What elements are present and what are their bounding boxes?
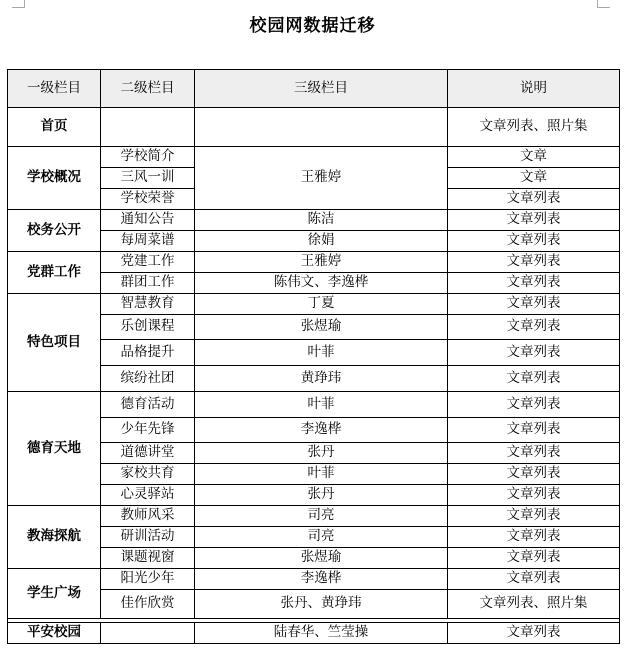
migration-table bbox=[7, 69, 620, 644]
note-cell: 文章列表 bbox=[448, 273, 620, 294]
level2-cell: 智慧教育 bbox=[101, 294, 195, 315]
note-cell: 文章 bbox=[448, 147, 620, 168]
note-cell: 文章列表 bbox=[448, 418, 620, 443]
note-cell: 文章列表 bbox=[448, 231, 620, 252]
level2-cell: 三风一训 bbox=[101, 168, 195, 189]
level2-cell: 阳光少年 bbox=[101, 569, 195, 590]
note-cell: 文章列表 bbox=[448, 443, 620, 464]
level1-cell: 校务公开 bbox=[8, 210, 101, 252]
level2-cell: 德育活动 bbox=[101, 392, 195, 418]
note-cell: 文章列表 bbox=[448, 548, 620, 569]
level2-cell bbox=[101, 623, 195, 644]
page-corner-mark-left bbox=[12, 0, 25, 8]
level1-cell: 学生广场 bbox=[8, 569, 101, 619]
note-cell: 文章列表 bbox=[448, 485, 620, 506]
level2-cell: 学校简介 bbox=[101, 147, 195, 168]
level2-cell: 品格提升 bbox=[101, 340, 195, 366]
level1-cell: 特色项目 bbox=[8, 294, 101, 392]
level3-cell: 司亮 bbox=[195, 527, 448, 548]
note-cell: 文章 bbox=[448, 168, 620, 189]
note-cell: 文章列表 bbox=[448, 189, 620, 210]
note-cell: 文章列表 bbox=[448, 506, 620, 527]
note-cell: 文章列表 bbox=[448, 527, 620, 548]
column-header-note: 说明 bbox=[448, 70, 620, 108]
level1-cell: 学校概况 bbox=[8, 147, 101, 210]
level2-cell: 通知公告 bbox=[101, 210, 195, 231]
document-title: 校园网数据迁移 bbox=[249, 16, 376, 36]
level3-cell: 陆春华、竺莹操 bbox=[195, 623, 448, 644]
level2-cell: 家校共育 bbox=[101, 464, 195, 485]
note-cell: 文章列表 bbox=[448, 210, 620, 231]
column-header-level1: 一级栏目 bbox=[8, 70, 101, 108]
table-row bbox=[8, 392, 620, 418]
level3-cell: 叶菲 bbox=[195, 464, 448, 485]
table-row bbox=[8, 252, 620, 273]
level3-cell: 陈洁 bbox=[195, 210, 448, 231]
level3-cell: 徐娟 bbox=[195, 231, 448, 252]
level3-cell: 王雅婷 bbox=[195, 147, 448, 210]
page-corner-mark-right bbox=[597, 0, 610, 8]
level2-cell: 乐创课程 bbox=[101, 315, 195, 340]
table-row bbox=[8, 506, 620, 527]
level2-cell: 佳作欣赏 bbox=[101, 590, 195, 619]
level2-cell: 心灵驿站 bbox=[101, 485, 195, 506]
level2-cell: 教师风采 bbox=[101, 506, 195, 527]
level2-cell: 党建工作 bbox=[101, 252, 195, 273]
level3-cell: 李逸桦 bbox=[195, 418, 448, 443]
level1-cell: 平安校园 bbox=[8, 623, 101, 644]
note-cell: 文章列表 bbox=[448, 366, 620, 392]
note-cell: 文章列表 bbox=[448, 623, 620, 644]
level2-cell: 每周菜谱 bbox=[101, 231, 195, 252]
table-row bbox=[8, 210, 620, 231]
level3-cell: 司亮 bbox=[195, 506, 448, 527]
table-row bbox=[8, 294, 620, 315]
note-cell: 文章列表 bbox=[448, 340, 620, 366]
level2-cell: 研训活动 bbox=[101, 527, 195, 548]
level3-cell: 叶菲 bbox=[195, 340, 448, 366]
column-header-level3: 三级栏目 bbox=[195, 70, 448, 108]
level3-cell: 李逸桦 bbox=[195, 569, 448, 590]
level3-cell: 叶菲 bbox=[195, 392, 448, 418]
level1-cell: 教海探航 bbox=[8, 506, 101, 569]
level2-cell: 少年先锋 bbox=[101, 418, 195, 443]
level2-cell: 学校荣誉 bbox=[101, 189, 195, 210]
note-cell: 文章列表、照片集 bbox=[448, 108, 620, 147]
note-cell: 文章列表 bbox=[448, 315, 620, 340]
level3-cell: 王雅婷 bbox=[195, 252, 448, 273]
level3-cell: 张丹、黄琤玮 bbox=[195, 590, 448, 619]
level3-cell: 张丹 bbox=[195, 485, 448, 506]
table-row bbox=[8, 147, 620, 168]
level2-cell bbox=[101, 108, 195, 147]
note-cell: 文章列表 bbox=[448, 464, 620, 485]
note-cell: 文章列表 bbox=[448, 252, 620, 273]
column-header-level2: 二级栏目 bbox=[101, 70, 195, 108]
level2-cell: 课题视窗 bbox=[101, 548, 195, 569]
level3-cell: 张丹 bbox=[195, 443, 448, 464]
note-cell: 文章列表、照片集 bbox=[448, 590, 620, 619]
level3-cell: 丁夏 bbox=[195, 294, 448, 315]
level2-cell: 道德讲堂 bbox=[101, 443, 195, 464]
table-row bbox=[8, 569, 620, 590]
note-cell: 文章列表 bbox=[448, 294, 620, 315]
level3-cell bbox=[195, 108, 448, 147]
level3-cell: 黄琤玮 bbox=[195, 366, 448, 392]
level2-cell: 缤纷社团 bbox=[101, 366, 195, 392]
level3-cell: 张煜瑜 bbox=[195, 315, 448, 340]
level3-cell: 张煜瑜 bbox=[195, 548, 448, 569]
level3-cell: 陈伟文、李逸桦 bbox=[195, 273, 448, 294]
table-header-row bbox=[8, 70, 620, 108]
level1-cell: 党群工作 bbox=[8, 252, 101, 294]
level2-cell: 群团工作 bbox=[101, 273, 195, 294]
table-row bbox=[8, 623, 620, 644]
level1-cell: 德育天地 bbox=[8, 392, 101, 506]
note-cell: 文章列表 bbox=[448, 569, 620, 590]
note-cell: 文章列表 bbox=[448, 392, 620, 418]
table-row bbox=[8, 108, 620, 147]
level1-cell: 首页 bbox=[8, 108, 101, 147]
